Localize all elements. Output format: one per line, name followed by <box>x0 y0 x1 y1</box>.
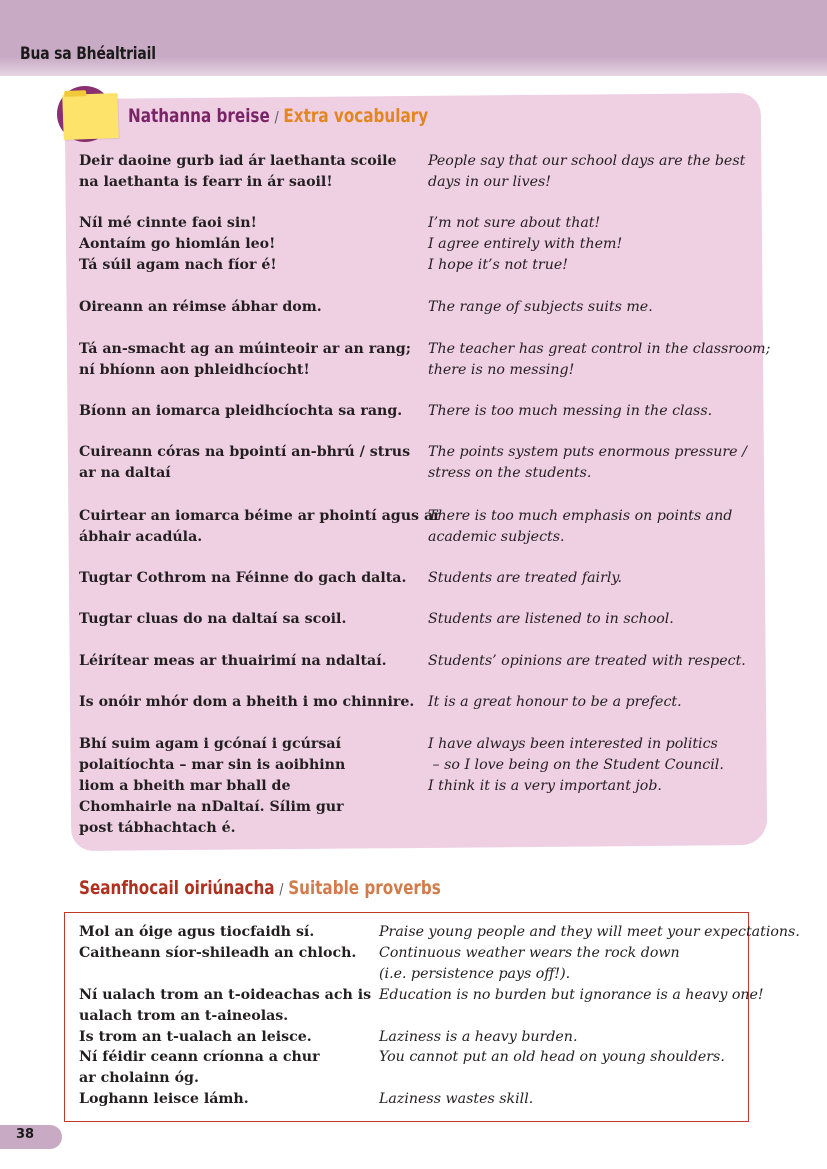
vocab-english-line: The teacher has great control in the classroom; <box>428 341 771 357</box>
page-number: 38 <box>16 1127 35 1142</box>
proverb-irish-line: ualach trom an t-aineolas. <box>79 1008 289 1024</box>
vocabulary-heading-english: Extra vocabulary <box>283 105 429 127</box>
vocab-irish-line: ní bhíonn aon phleidhcíocht! <box>79 362 310 378</box>
heading-separator: / <box>279 880 284 898</box>
vocab-english-line: I’m not sure about that! <box>428 215 601 231</box>
proverb-irish-line: Ní féidir ceann críonna a chur <box>79 1049 320 1065</box>
proverb-english-line: Laziness wastes skill. <box>379 1091 534 1107</box>
vocab-english-line: I have always been interested in politics <box>428 736 718 752</box>
vocab-irish-line: Bíonn an iomarca pleidhcíochta sa rang. <box>79 403 403 419</box>
vocab-english-line: days in our lives! <box>428 174 551 190</box>
vocab-english-line: stress on the students. <box>428 465 592 481</box>
vocab-irish-line: Oireann an réimse ábhar dom. <box>79 299 322 315</box>
vocab-english-line: I hope it’s not true! <box>428 257 568 273</box>
vocab-english-line: There is too much messing in the class. <box>428 403 713 419</box>
proverb-english-line: You cannot put an old head on young shoulders. <box>379 1049 725 1065</box>
proverb-irish-line: ar cholainn óg. <box>79 1070 199 1086</box>
book-title: Bua sa Bhéaltriail <box>20 44 156 64</box>
proverb-irish-line: Is trom an t-ualach an leisce. <box>79 1029 312 1045</box>
vocab-english-line: I agree entirely with them! <box>428 236 623 252</box>
vocab-irish-line: polaitíochta – mar sin is aoibhinn <box>79 757 346 773</box>
vocab-irish-line: Bhí suim agam i gcónaí i gcúrsaí <box>79 736 341 752</box>
vocab-english-line: It is a great honour to be a prefect. <box>428 694 682 710</box>
vocab-irish-line: Is onóir mhór dom a bheith i mo chinnire. <box>79 694 415 710</box>
proverb-irish-line: Mol an óige agus tiocfaidh sí. <box>79 924 315 940</box>
vocab-irish-line: Tá an-smacht ag an múinteoir ar an rang; <box>79 341 411 357</box>
proverb-irish-line: Ní ualach trom an t-oideachas ach is <box>79 987 372 1003</box>
vocab-irish-line: Aontaím go hiomlán leo! <box>79 236 276 252</box>
sticky-note-icon <box>62 93 119 140</box>
vocab-irish-line: Tugtar Cothrom na Féinne do gach dalta. <box>79 570 407 586</box>
proverbs-heading-english: Suitable proverbs <box>288 877 441 899</box>
proverbs-heading-irish: Seanfhocail oiriúnacha <box>79 877 275 899</box>
vocab-english-line: – so I love being on the Student Council. <box>428 757 724 773</box>
proverb-english-line: Laziness is a heavy burden. <box>379 1029 578 1045</box>
vocab-english-line: The range of subjects suits me. <box>428 299 653 315</box>
vocabulary-heading <box>128 105 428 127</box>
vocab-irish-line: Chomhairle na nDaltaí. Sílim gur <box>79 799 344 815</box>
heading-separator: / <box>274 108 279 126</box>
vocab-english-line: there is no messing! <box>428 362 575 378</box>
vocab-irish-line: Níl mé cinnte faoi sin! <box>79 215 257 231</box>
proverb-irish-line: Caitheann síor-shileadh an chloch. <box>79 945 357 961</box>
proverb-english-line: (i.e. persistence pays off!). <box>379 966 571 982</box>
vocab-irish-line: post tábhachtach é. <box>79 820 236 836</box>
vocab-english-line: The points system puts enormous pressure / <box>428 444 747 460</box>
vocab-irish-line: Cuirtear an iomarca béime ar phointí agus ar <box>79 508 441 524</box>
vocab-irish-line: Cuireann córas na bpointí an-bhrú / strus <box>79 444 411 460</box>
vocab-english-line: Students are listened to in school. <box>428 611 674 627</box>
vocab-english-line: Students’ opinions are treated with respect. <box>428 653 746 669</box>
vocab-irish-line: liom a bheith mar bhall de <box>79 778 291 794</box>
proverb-english-line: Continuous weather wears the rock down <box>379 945 680 961</box>
vocab-english-line: People say that our school days are the best <box>428 153 746 169</box>
vocab-irish-line: ar na daltaí <box>79 465 171 481</box>
vocab-english-line: academic subjects. <box>428 529 565 545</box>
vocab-irish-line: Tugtar cluas do na daltaí sa scoil. <box>79 611 347 627</box>
vocab-irish-line: Tá súil agam nach fíor é! <box>79 257 277 273</box>
header-band <box>0 0 827 76</box>
vocab-irish-line: na laethanta is fearr in ár saoil! <box>79 174 333 190</box>
proverb-english-line: Praise young people and they will meet your expectations. <box>379 924 800 940</box>
vocab-irish-line: Léirítear meas ar thuairimí na ndaltaí. <box>79 653 387 669</box>
proverb-irish-line: Loghann leisce lámh. <box>79 1091 249 1107</box>
proverb-english-line: Education is no burden but ignorance is a heavy one! <box>379 987 764 1003</box>
vocab-english-line: Students are treated fairly. <box>428 570 623 586</box>
vocabulary-heading-irish: Nathanna breise <box>128 105 270 127</box>
vocab-irish-line: ábhair acadúla. <box>79 529 203 545</box>
vocab-english-line: I think it is a very important job. <box>428 778 662 794</box>
proverbs-heading <box>79 877 441 899</box>
vocab-irish-line: Deir daoine gurb iad ár laethanta scoile <box>79 153 397 169</box>
vocab-english-line: There is too much emphasis on points and <box>428 508 733 524</box>
